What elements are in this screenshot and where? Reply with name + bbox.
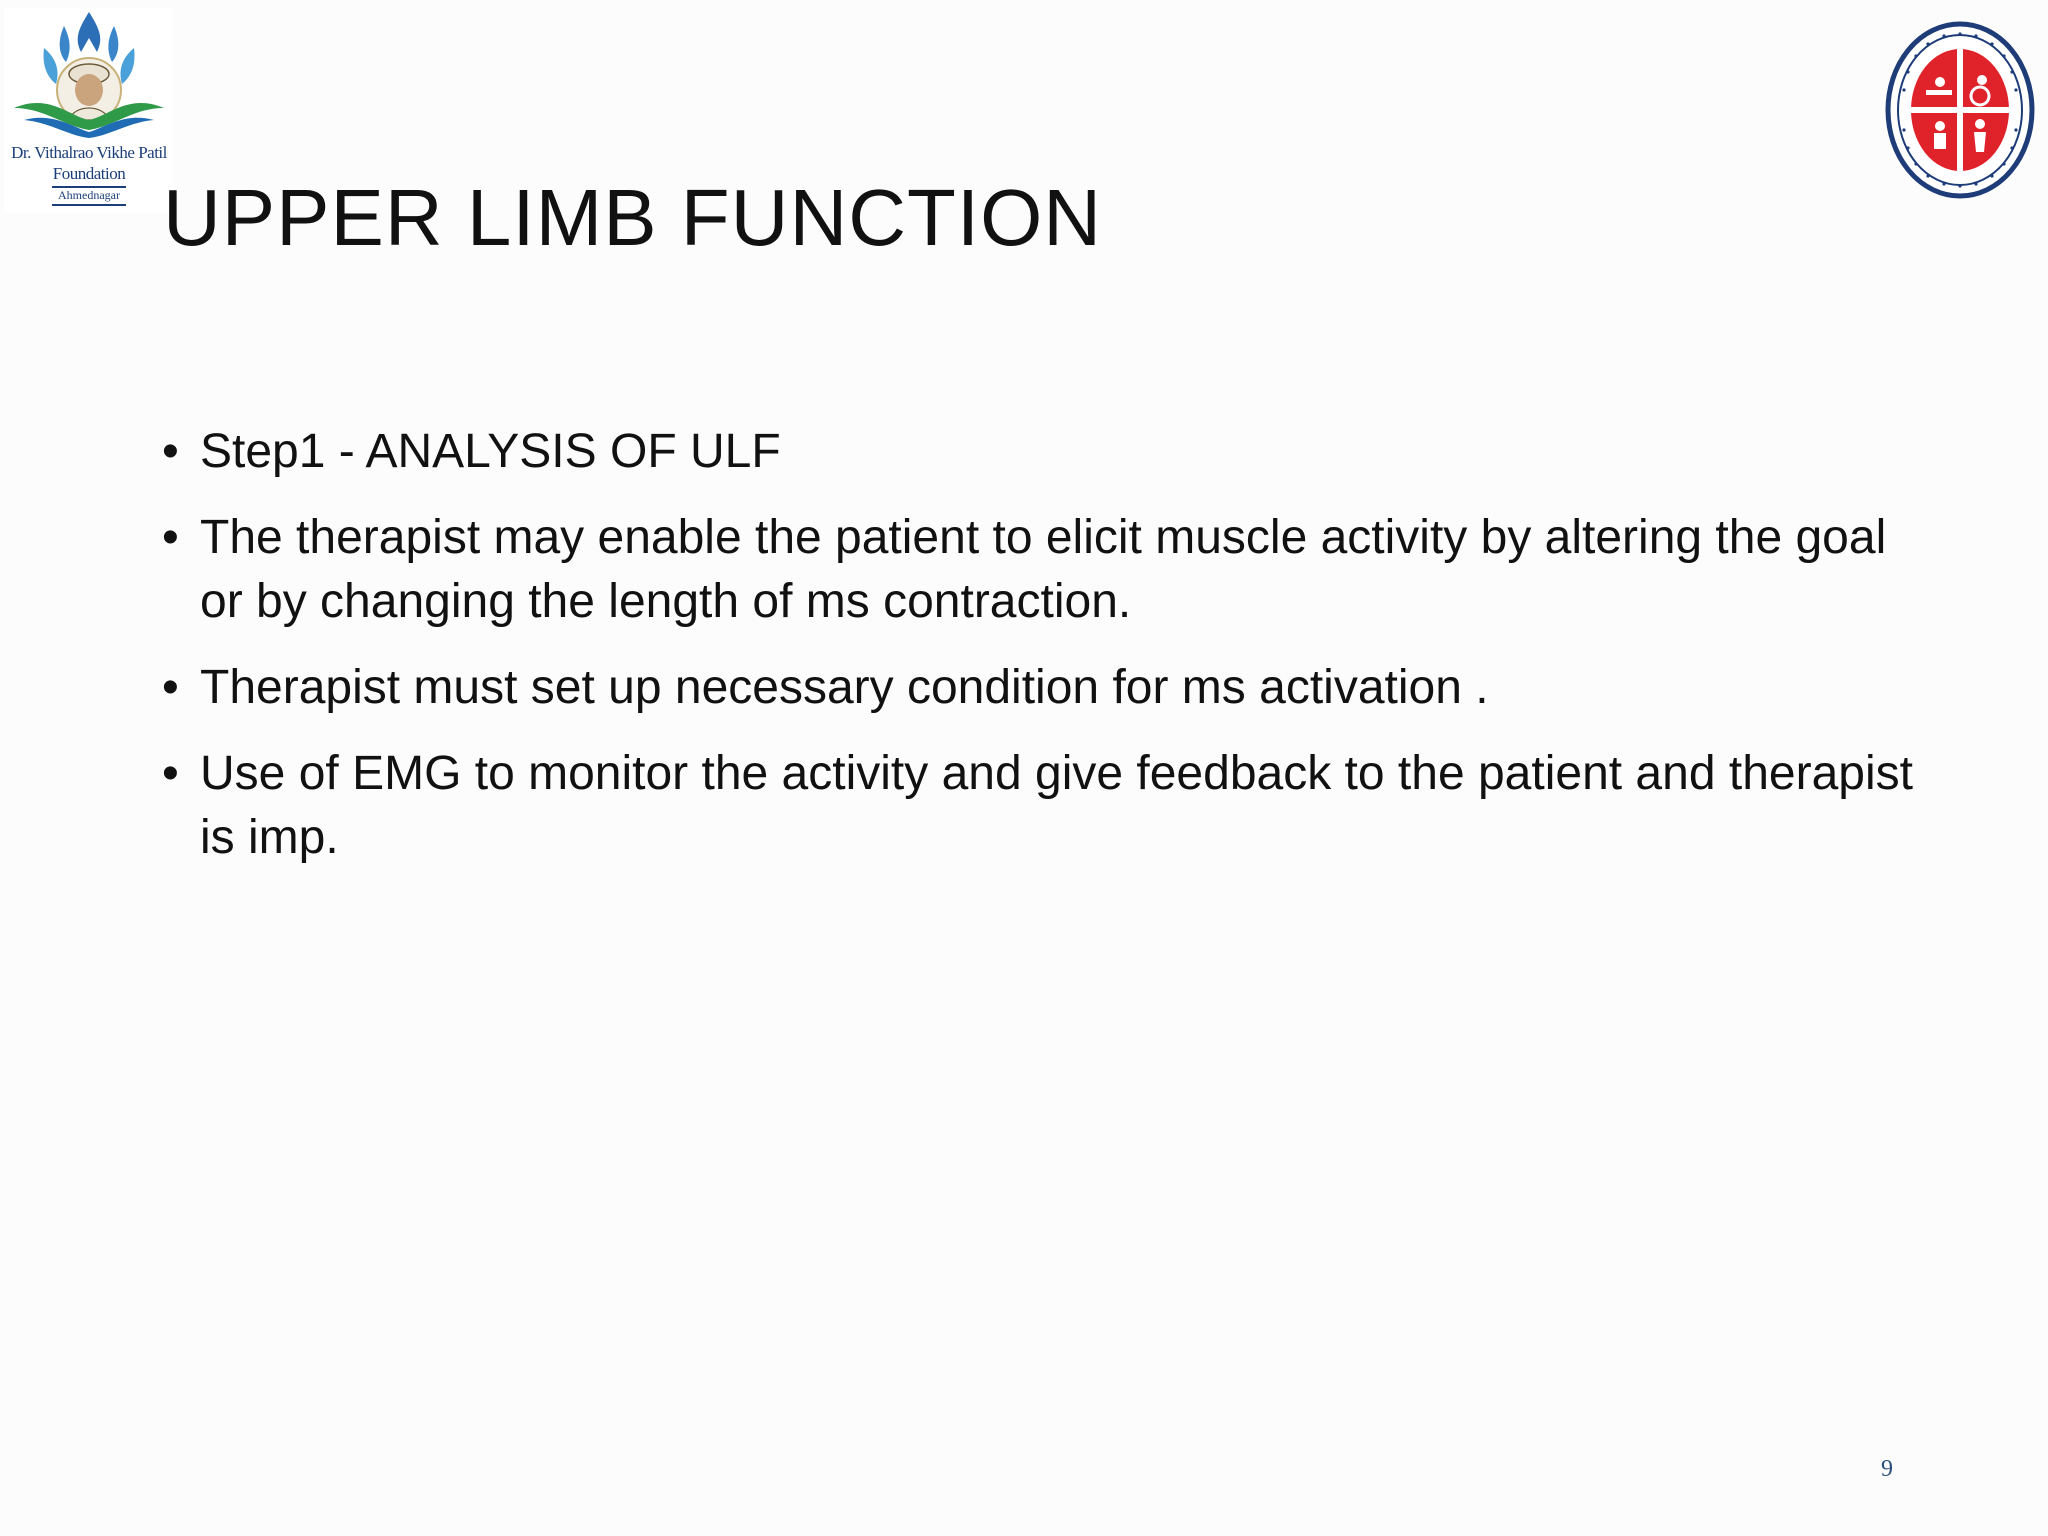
foundation-portrait-icon (4, 8, 174, 143)
bullet-dot-icon: • (162, 511, 179, 564)
bullet-text: Use of EMG to monitor the activity and give feedback to the patient and therapist is imp. (200, 747, 1913, 864)
foundation-name-line1: Dr. Vithalrao Vikhe Patil (11, 143, 167, 162)
bullet-dot-icon: • (162, 425, 179, 478)
bullet-item (160, 742, 1920, 870)
foundation-logo (4, 8, 174, 213)
logo-divider (52, 204, 126, 206)
slide-title: UPPER LIMB FUNCTION (163, 173, 1103, 262)
bullet-item (160, 506, 1920, 634)
bullet-text: Therapist must set up necessary condition for ms activation . (200, 661, 1489, 714)
foundation-city: Ahmednagar (58, 188, 120, 202)
slide-number: 9 (1881, 1456, 1893, 1482)
bullet-item (160, 656, 1920, 720)
bullet-text: Step1 - ANALYSIS OF ULF (200, 425, 781, 478)
bullet-dot-icon: • (162, 747, 179, 800)
bullet-dot-icon: • (162, 661, 179, 714)
college-seal (1884, 20, 2036, 200)
bullet-item (160, 420, 1920, 484)
college-seal-icon (1884, 20, 2036, 200)
bullet-text: The therapist may enable the patient to elicit muscle activity by altering the goal or by changing the length of ms contraction. (200, 511, 1887, 628)
bullet-list (160, 420, 1920, 892)
foundation-name-line2: Foundation (52, 164, 126, 183)
